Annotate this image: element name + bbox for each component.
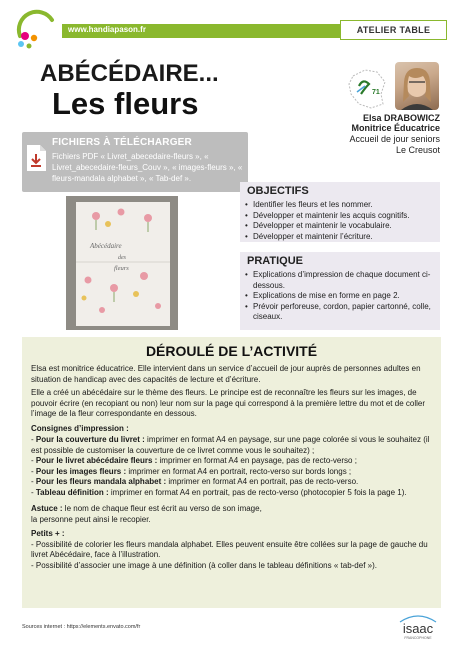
- item-text: imprimer en format A4 en paysage, sur une page colorée si vous le souhaitez (il est possible de customiser la couverture de ce livret comme vous le souhaitez) ;: [31, 435, 430, 455]
- logo-text: isaac: [402, 621, 434, 636]
- downloads-file-list[interactable]: Fichiers PDF « Livret_abecedaire-fleurs », « Livret_abecedaire-fleurs_Couv », « images-fleurs », « fleurs-mandala alphabet », « Tab-def ».: [52, 152, 243, 183]
- extras-title: Petits + :: [31, 529, 65, 538]
- activity-paragraph-1: Elsa est monitrice éducatrice. Elle intervient dans un service d’accueil de jour auprès de personnes adultes en situation de handicap avec des capacités de lecture et d’écriture.: [31, 364, 421, 384]
- title-line-2: Les fleurs: [52, 86, 199, 121]
- handiapason-logo-icon: [12, 6, 58, 52]
- list-item: • Développer et maintenir les acquis cognitifs.: [245, 211, 441, 222]
- file-download-icon[interactable]: [24, 143, 48, 173]
- region-map-icon: [343, 64, 391, 112]
- list-item: • Explications d’impression de chaque document ci-dessous.: [245, 270, 437, 291]
- list-item: - Tableau définition : imprimer en format A4 en portrait, pas de recto-verso (photocopier 5 fois la page 1).: [31, 487, 407, 497]
- header-category-tag: ATELIER TABLE: [340, 20, 447, 40]
- activity-body: [31, 364, 435, 571]
- item-label: Tableau définition :: [35, 487, 109, 497]
- logo-subtext: FRANCOPHONE: [404, 636, 432, 640]
- list-item: - Pour le livret abécédaire fleurs : imprimer en format A4 en paysage, pas de recto-verso ;: [31, 456, 357, 465]
- item-text: imprimer en format A4 en paysage, pas de recto-verso ;: [159, 456, 357, 465]
- region-number: 71: [372, 89, 380, 96]
- list-item: • Développer et maintenir l’écriture.: [245, 232, 441, 243]
- author-name: Elsa DRABOWICZ: [362, 113, 440, 123]
- tip-text-2: la personne peut ainsi le recopier.: [31, 514, 151, 524]
- booklet-line-3: fleurs: [114, 265, 129, 272]
- list-item: • Explications de mise en forme en page 2.: [245, 291, 437, 302]
- activity-paragraph-2: Elle a créé un abécédaire sur le thème des fleurs. Le principe est de reconnaître les fleurs sur les images, de pouvoir écrire (en recopiant ou non) leur nom sur la page qui correspond à la première lettre du mot et de coller l’image de la fleur correspondante en dessous.: [31, 388, 425, 418]
- item-text: imprimer en format A4 en portrait, pas de recto-verso.: [168, 477, 359, 486]
- list-item: - Pour les fleurs mandala alphabet : imprimer en format A4 en portrait, pas de recto-verso.: [31, 477, 359, 486]
- title-line-1: ABÉCÉDAIRE...: [40, 60, 219, 87]
- isaac-logo-icon: [394, 612, 442, 642]
- list-item: • Identifier les fleurs et les nommer.: [245, 200, 441, 211]
- item-text: imprimer en format A4 en portrait, recto-verso sur bords longs ;: [128, 466, 352, 476]
- list-item: - Pour les images fleurs : imprimer en format A4 en portrait, recto-verso sur bords longs ;: [31, 466, 352, 476]
- objectives-title: OBJECTIFS: [247, 185, 309, 197]
- tip-text: le nom de chaque fleur est écrit au verso de son image,: [64, 504, 262, 513]
- downloads-title: FICHIERS À TÉLÉCHARGER: [52, 137, 192, 148]
- print-instructions-title: Consignes d’impression :: [31, 423, 129, 433]
- item-label: Pour les fleurs mandala alphabet :: [35, 477, 167, 486]
- objectives-list: [245, 200, 441, 242]
- author-role: Monitrice Éducatrice: [351, 123, 440, 133]
- list-item: • Prévoir perforeuse, cordon, papier cartonné, colle, ciseaux.: [245, 302, 437, 323]
- list-item: - Pour la couverture du livret : imprimer en format A4 en paysage, sur une page colorée si vous le souhaitez (il est possible de customiser la couverture de ce livret comme vous le souhaitez) ;: [31, 435, 430, 455]
- item-label: Pour la couverture du livret :: [35, 435, 145, 444]
- author-service: Accueil de jour seniors: [349, 134, 440, 144]
- author-city: Le Creusot: [395, 145, 440, 155]
- extras-list: [31, 540, 435, 572]
- author-photo: [395, 62, 439, 110]
- item-label: Pour les images fleurs :: [35, 466, 127, 476]
- booklet-line-2: des: [118, 255, 126, 261]
- practical-title: PRATIQUE: [247, 255, 304, 267]
- practical-list: [245, 270, 437, 323]
- sources-link[interactable]: Sources internet : https://elements.envato.com/fr: [22, 624, 141, 630]
- booklet-line-1: Abécédaire: [90, 242, 122, 250]
- list-item: - Possibilité d’associer une image à une définition (à coller dans le tableau définitions « tab-def »).: [31, 560, 377, 570]
- list-item: - Possibilité de colorier les fleurs mandala alphabet. Elles peuvent ensuite être collées sur la page de gauche du livret Abécédaire, face à l’illustration.: [31, 539, 428, 559]
- booklet-photo: [66, 196, 178, 330]
- tip-label: Astuce :: [31, 504, 63, 513]
- list-item: • Développer et maintenir le vocabulaire.: [245, 221, 441, 232]
- item-text: imprimer en format A4 en portrait, pas de recto-verso (photocopier 5 fois la page 1).: [110, 487, 407, 497]
- print-instructions-list: [31, 435, 435, 498]
- header-url-link[interactable]: www.handiapason.fr: [68, 25, 146, 34]
- activity-title: DÉROULÉ DE L’ACTIVITÉ: [145, 343, 318, 359]
- item-label: Pour le livret abécédaire fleurs :: [35, 456, 158, 465]
